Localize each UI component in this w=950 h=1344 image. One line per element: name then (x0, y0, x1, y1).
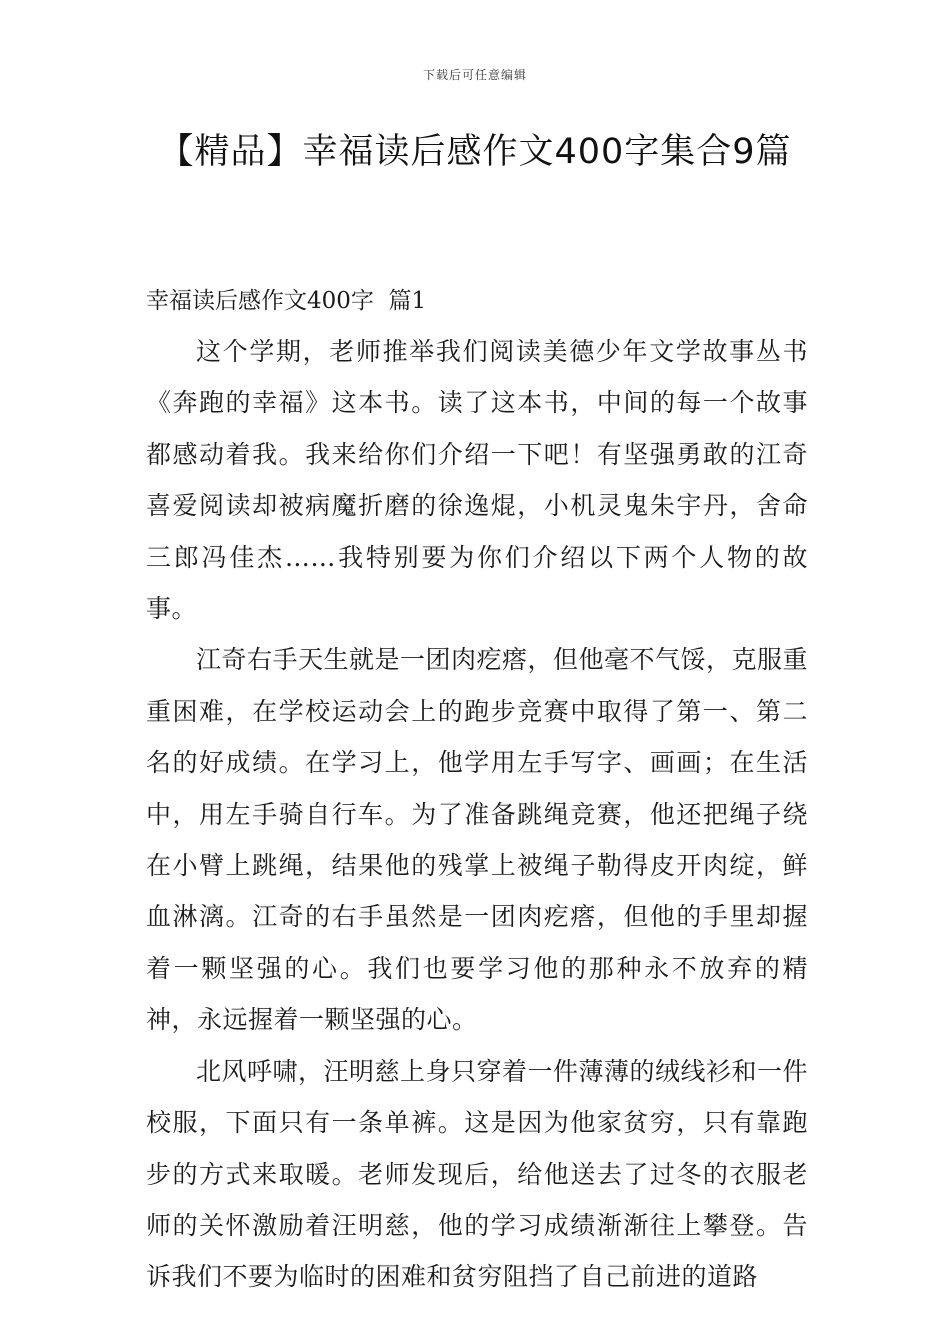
body-text (146, 326, 808, 1303)
header-note: 下载后可任意编辑 (422, 68, 527, 82)
paragraph: 江奇右手天生就是一团肉疙瘩，但他毫不气馁，克服重重困难，在学校运动会上的跑步竞赛中取得了第一、第二名的好成绩。在学习上，他学用左手写字、画画；在生活中，用左手骑自行车。为了准备跳绳竞赛，他还把绳子绕在小臂上跳绳，结果他的残掌上被绳子勒得皮开肉绽，鲜血淋漓。江奇的右手虽然是一团肉疙瘩，但他的手里却握着一颗坚强的心。我们也要学习他的那种永不放弃的精神，永远握着一颗坚强的心。 (146, 645, 809, 1035)
paragraph: 北风呼啸，汪明慈上身只穿着一件薄薄的绒线衫和一件校服，下面只有一条单裤。这是因为他家贫穷，只有靠跑步的方式来取暖。老师发现后，给他送去了过冬的衣服老师的关怀激励着汪明慈，他的学习成绩渐渐往上攀登。告诉我们不要为临时的困难和贫穷阻挡了自己前进的道路 (146, 1056, 809, 1292)
paragraph: 这个学期，老师推举我们阅读美德少年文学故事丛书《奔跑的幸福》这本书。读了这本书，中间的每一个故事都感动着我。我来给你们介绍一下吧！有坚强勇敢的江奇喜爱阅读却被病魔折磨的徐逸焜，小机灵鬼朱宇丹，舍命三郎冯佳杰……我特别要为你们介绍以下两个人物的故事。 (146, 337, 808, 624)
section-heading: 幸福读后感作文400字 篇1 (146, 288, 427, 314)
document-title: 【精品】幸福读后感作文400字集合9篇 (158, 132, 792, 172)
